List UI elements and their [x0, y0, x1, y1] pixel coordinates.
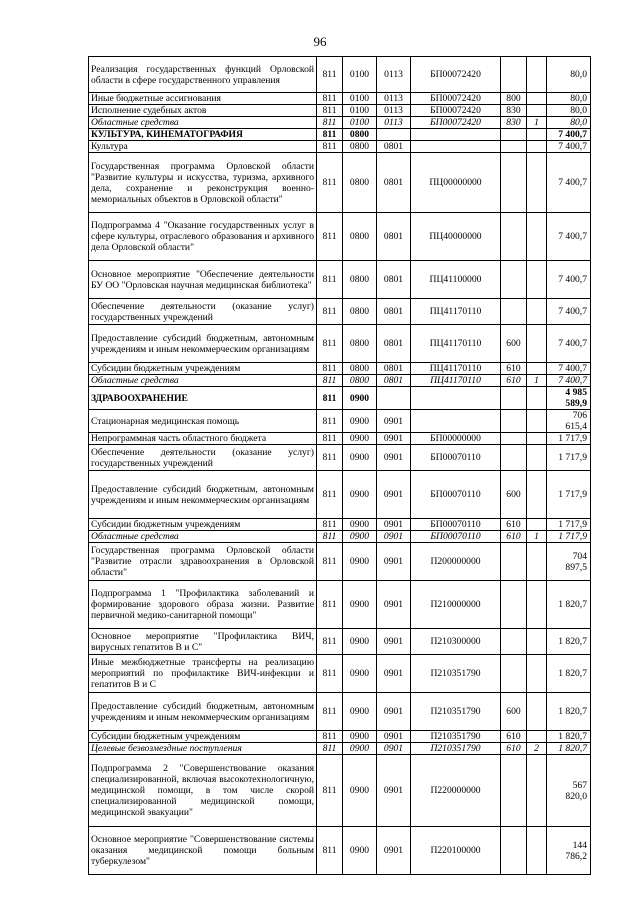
row-expense-type: [501, 57, 527, 93]
row-subsection: 0801: [377, 141, 411, 153]
row-name: Культура: [89, 141, 317, 153]
row-section: 0900: [343, 827, 377, 875]
row-section: 0800: [343, 325, 377, 363]
row-subsection: 0801: [377, 299, 411, 325]
table-row: [89, 153, 591, 213]
row-target-article: ПЦ41170110: [411, 375, 501, 387]
row-amount: 4 985 589,9: [547, 387, 591, 410]
table-row: [89, 519, 591, 531]
row-ved: 811: [317, 129, 343, 141]
row-ved: 811: [317, 261, 343, 299]
row-subsection: 0901: [377, 543, 411, 581]
row-expense-type: 830: [501, 105, 527, 117]
row-name: ЗДРАВООХРАНЕНИЕ: [89, 387, 317, 410]
row-target-article: ПЦ00000000: [411, 153, 501, 213]
row-section: 0900: [343, 543, 377, 581]
row-section: 0100: [343, 57, 377, 93]
row-amount: 7 400,7: [547, 129, 591, 141]
row-expense-type: [501, 755, 527, 827]
row-amount: 7 400,7: [547, 261, 591, 299]
row-section: 0800: [343, 363, 377, 375]
row-source: [527, 213, 547, 261]
row-subsection: 0113: [377, 57, 411, 93]
row-expense-type: [501, 433, 527, 445]
row-amount: 1 717,9: [547, 445, 591, 471]
row-expense-type: [501, 213, 527, 261]
row-section: 0800: [343, 261, 377, 299]
row-subsection: 0113: [377, 93, 411, 105]
row-section: 0900: [343, 693, 377, 731]
row-name: Предоставление субсидий бюджетным, автономным учреждениям и иным некоммерческим организациям: [89, 325, 317, 363]
table-row: [89, 581, 591, 629]
table-row: [89, 629, 591, 655]
row-source: 1: [527, 117, 547, 129]
row-name: Подпрограмма 1 "Профилактика заболеваний и формирование здорового образа жизни. Развитие первичной медико-санитарной помощи": [89, 581, 317, 629]
row-amount: 7 400,7: [547, 141, 591, 153]
row-ved: 811: [317, 629, 343, 655]
row-ved: 811: [317, 387, 343, 410]
row-target-article: П210351790: [411, 731, 501, 743]
row-ved: 811: [317, 731, 343, 743]
row-section: 0100: [343, 117, 377, 129]
table-row: [89, 363, 591, 375]
row-section: 0900: [343, 581, 377, 629]
row-ved: 811: [317, 519, 343, 531]
table-row: [89, 693, 591, 731]
row-amount: 144 786,2: [547, 827, 591, 875]
row-name: Основное мероприятие "Обеспечение деятельности БУ ОО "Орловская научная медицинская библиотека": [89, 261, 317, 299]
row-expense-type: 610: [501, 519, 527, 531]
row-target-article: БП00072420: [411, 117, 501, 129]
row-amount: 1 717,9: [547, 433, 591, 445]
row-source: [527, 827, 547, 875]
row-target-article: П210000000: [411, 581, 501, 629]
row-section: 0900: [343, 655, 377, 693]
row-amount: 80,0: [547, 105, 591, 117]
row-expense-type: [501, 655, 527, 693]
row-section: 0900: [343, 471, 377, 519]
row-target-article: БП00070110: [411, 519, 501, 531]
row-subsection: [377, 129, 411, 141]
row-expense-type: [501, 129, 527, 141]
row-source: [527, 655, 547, 693]
row-amount: 1 820,7: [547, 629, 591, 655]
row-source: [527, 363, 547, 375]
row-ved: 811: [317, 410, 343, 433]
table-row: [89, 375, 591, 387]
row-subsection: [377, 387, 411, 410]
table-row: [89, 57, 591, 93]
row-name: Иные межбюджетные трансферты на реализацию мероприятий по профилактике ВИЧ-инфекции и гепатитов В и С: [89, 655, 317, 693]
row-source: [527, 731, 547, 743]
row-subsection: 0901: [377, 519, 411, 531]
row-expense-type: [501, 410, 527, 433]
row-target-article: П200000000: [411, 543, 501, 581]
row-expense-type: 830: [501, 117, 527, 129]
row-name: Реализация государственных функций Орловской области в сфере государственного управления: [89, 57, 317, 93]
row-source: [527, 543, 547, 581]
row-name: Подпрограмма 4 "Оказание государственных услуг в сфере культуры, отраслевого образования и архивного дела Орловской области": [89, 213, 317, 261]
row-ved: 811: [317, 105, 343, 117]
row-section: 0900: [343, 755, 377, 827]
row-source: 1: [527, 375, 547, 387]
row-subsection: 0901: [377, 693, 411, 731]
row-name: КУЛЬТУРА, КИНЕМАТОГРАФИЯ: [89, 129, 317, 141]
row-target-article: ПЦ41100000: [411, 261, 501, 299]
row-expense-type: [501, 141, 527, 153]
row-expense-type: 600: [501, 471, 527, 519]
row-name: Субсидии бюджетным учреждениям: [89, 363, 317, 375]
row-source: [527, 629, 547, 655]
row-target-article: ПЦ41170110: [411, 363, 501, 375]
row-expense-type: [501, 827, 527, 875]
row-expense-type: 610: [501, 531, 527, 543]
row-source: [527, 57, 547, 93]
row-amount: 1 820,7: [547, 693, 591, 731]
row-amount: 7 400,7: [547, 363, 591, 375]
row-source: [527, 105, 547, 117]
table-row: [89, 471, 591, 519]
row-name: Основное мероприятие "Профилактика ВИЧ, вирусных гепатитов В и С": [89, 629, 317, 655]
row-subsection: 0901: [377, 471, 411, 519]
table-row: [89, 410, 591, 433]
row-target-article: БП00070110: [411, 445, 501, 471]
row-amount: 7 400,7: [547, 213, 591, 261]
row-source: [527, 129, 547, 141]
row-source: [527, 299, 547, 325]
row-ved: 811: [317, 299, 343, 325]
row-expense-type: [501, 543, 527, 581]
row-target-article: П210351790: [411, 655, 501, 693]
row-amount: 567 820,0: [547, 755, 591, 827]
row-subsection: 0901: [377, 531, 411, 543]
row-subsection: 0901: [377, 731, 411, 743]
row-source: 2: [527, 743, 547, 755]
row-amount: 1 820,7: [547, 743, 591, 755]
table-row: [89, 261, 591, 299]
row-source: [527, 93, 547, 105]
table-row: [89, 531, 591, 543]
row-target-article: [411, 387, 501, 410]
table-row: [89, 387, 591, 410]
row-amount: 1 717,9: [547, 471, 591, 519]
table-row: [89, 445, 591, 471]
row-target-article: [411, 410, 501, 433]
row-section: 0800: [343, 213, 377, 261]
row-section: 0100: [343, 105, 377, 117]
row-section: 0800: [343, 129, 377, 141]
row-expense-type: 600: [501, 325, 527, 363]
row-section: 0800: [343, 375, 377, 387]
row-amount: 704 897,5: [547, 543, 591, 581]
row-amount: 80,0: [547, 93, 591, 105]
row-ved: 811: [317, 363, 343, 375]
row-source: [527, 141, 547, 153]
row-subsection: 0901: [377, 629, 411, 655]
page-number: 96: [313, 34, 327, 49]
row-source: [527, 387, 547, 410]
row-subsection: 0901: [377, 743, 411, 755]
row-target-article: [411, 141, 501, 153]
row-target-article: П210300000: [411, 629, 501, 655]
row-expense-type: [501, 261, 527, 299]
row-name: Государственная программа Орловской области "Развитие культуры и искусства, туризма, архивного дела, сохранение и реконструкция военно-мемориальных объектов в Орловской области": [89, 153, 317, 213]
table-row: [89, 325, 591, 363]
row-section: 0900: [343, 519, 377, 531]
table-row: [89, 129, 591, 141]
row-amount: 1 717,9: [547, 519, 591, 531]
row-name: Областные средства: [89, 117, 317, 129]
row-target-article: БП00072420: [411, 93, 501, 105]
row-ved: 811: [317, 325, 343, 363]
row-subsection: 0801: [377, 153, 411, 213]
row-ved: 811: [317, 445, 343, 471]
row-source: [527, 261, 547, 299]
row-subsection: 0901: [377, 410, 411, 433]
row-section: 0900: [343, 731, 377, 743]
row-section: 0800: [343, 299, 377, 325]
row-name: Обеспечение деятельности (оказание услуг) государственных учреждений: [89, 445, 317, 471]
row-expense-type: [501, 581, 527, 629]
row-section: 0900: [343, 743, 377, 755]
row-ved: 811: [317, 117, 343, 129]
row-expense-type: 610: [501, 743, 527, 755]
table-row: [89, 543, 591, 581]
row-ved: 811: [317, 827, 343, 875]
row-name: Субсидии бюджетным учреждениям: [89, 731, 317, 743]
table-row: [89, 743, 591, 755]
row-subsection: 0801: [377, 363, 411, 375]
row-name: Непрограммная часть областного бюджета: [89, 433, 317, 445]
budget-table-body: [89, 57, 591, 875]
row-subsection: 0801: [377, 375, 411, 387]
table-row: [89, 141, 591, 153]
row-subsection: 0901: [377, 827, 411, 875]
row-amount: 80,0: [547, 117, 591, 129]
row-expense-type: [501, 387, 527, 410]
row-section: 0800: [343, 141, 377, 153]
row-expense-type: [501, 153, 527, 213]
row-name: Областные средства: [89, 375, 317, 387]
row-name: Обеспечение деятельности (оказание услуг) государственных учреждений: [89, 299, 317, 325]
row-target-article: ПЦ41170110: [411, 325, 501, 363]
row-ved: 811: [317, 433, 343, 445]
row-ved: 811: [317, 93, 343, 105]
row-subsection: 0901: [377, 655, 411, 693]
row-name: Предоставление субсидий бюджетным, автономным учреждениям и иным некоммерческим организациям: [89, 693, 317, 731]
row-ved: 811: [317, 693, 343, 731]
row-ved: 811: [317, 375, 343, 387]
row-target-article: П210351790: [411, 743, 501, 755]
row-expense-type: [501, 445, 527, 471]
table-row: [89, 93, 591, 105]
row-section: 0900: [343, 531, 377, 543]
row-section: 0900: [343, 387, 377, 410]
row-ved: 811: [317, 153, 343, 213]
row-ved: 811: [317, 531, 343, 543]
row-amount: 706 615,4: [547, 410, 591, 433]
row-subsection: 0901: [377, 433, 411, 445]
row-subsection: 0113: [377, 105, 411, 117]
row-ved: 811: [317, 141, 343, 153]
table-row: [89, 105, 591, 117]
row-target-article: П220100000: [411, 827, 501, 875]
row-subsection: 0801: [377, 325, 411, 363]
row-ved: 811: [317, 743, 343, 755]
table-row: [89, 731, 591, 743]
row-subsection: 0901: [377, 445, 411, 471]
row-expense-type: [501, 629, 527, 655]
row-source: [527, 433, 547, 445]
row-amount: 7 400,7: [547, 325, 591, 363]
row-target-article: [411, 129, 501, 141]
row-expense-type: 600: [501, 693, 527, 731]
row-subsection: 0801: [377, 213, 411, 261]
row-amount: 1 820,7: [547, 581, 591, 629]
row-section: 0900: [343, 629, 377, 655]
row-name: Исполнение судебных актов: [89, 105, 317, 117]
row-name: Иные бюджетные ассигнования: [89, 93, 317, 105]
row-amount: 80,0: [547, 57, 591, 93]
row-target-article: ПЦ41170110: [411, 299, 501, 325]
row-ved: 811: [317, 213, 343, 261]
row-name: Областные средства: [89, 531, 317, 543]
row-name: Субсидии бюджетным учреждениям: [89, 519, 317, 531]
row-subsection: 0113: [377, 117, 411, 129]
row-target-article: П210351790: [411, 693, 501, 731]
row-source: [527, 519, 547, 531]
row-name: Государственная программа Орловской области "Развитие отрасли здравоохранения в Орловской области": [89, 543, 317, 581]
table-row: [89, 299, 591, 325]
row-source: [527, 153, 547, 213]
row-source: [527, 410, 547, 433]
row-target-article: П220000000: [411, 755, 501, 827]
table-row: [89, 827, 591, 875]
row-amount: 1 820,7: [547, 655, 591, 693]
row-target-article: БП00000000: [411, 433, 501, 445]
row-section: 0900: [343, 433, 377, 445]
row-expense-type: [501, 299, 527, 325]
table-row: [89, 433, 591, 445]
row-expense-type: 610: [501, 375, 527, 387]
row-name: Целевые безвозмездные поступления: [89, 743, 317, 755]
budget-table: [88, 56, 591, 875]
row-section: 0800: [343, 153, 377, 213]
row-name: Основное мероприятие "Совершенствование системы оказания медицинской помощи больным туберкулезом": [89, 827, 317, 875]
row-section: 0100: [343, 93, 377, 105]
table-row: [89, 213, 591, 261]
row-target-article: БП00072420: [411, 57, 501, 93]
row-name: Предоставление субсидий бюджетным, автономным учреждениям и иным некоммерческим организациям: [89, 471, 317, 519]
table-row: [89, 117, 591, 129]
row-amount: 7 400,7: [547, 375, 591, 387]
row-target-article: ПЦ40000000: [411, 213, 501, 261]
table-row: [89, 755, 591, 827]
row-amount: 1 820,7: [547, 731, 591, 743]
row-target-article: БП00072420: [411, 105, 501, 117]
row-amount: 7 400,7: [547, 299, 591, 325]
table-row: [89, 655, 591, 693]
row-source: [527, 471, 547, 519]
row-ved: 811: [317, 543, 343, 581]
row-amount: 1 717,9: [547, 531, 591, 543]
row-name: Стационарная медицинская помощь: [89, 410, 317, 433]
row-subsection: 0801: [377, 261, 411, 299]
row-source: [527, 325, 547, 363]
row-expense-type: 800: [501, 93, 527, 105]
row-ved: 811: [317, 755, 343, 827]
row-expense-type: 610: [501, 363, 527, 375]
row-ved: 811: [317, 655, 343, 693]
row-source: [527, 581, 547, 629]
row-source: [527, 755, 547, 827]
row-section: 0900: [343, 410, 377, 433]
row-expense-type: 610: [501, 731, 527, 743]
row-name: Подпрограмма 2 "Совершенствование оказания специализированной, включая высокотехнологичную, медицинской помощи, в том числе скорой специализированной медицинской помощи, медицинской эвакуации": [89, 755, 317, 827]
row-target-article: БП00070110: [411, 471, 501, 519]
row-section: 0900: [343, 445, 377, 471]
row-subsection: 0901: [377, 755, 411, 827]
row-ved: 811: [317, 471, 343, 519]
row-ved: 811: [317, 581, 343, 629]
row-ved: 811: [317, 57, 343, 93]
row-source: [527, 693, 547, 731]
row-source: [527, 445, 547, 471]
row-subsection: 0901: [377, 581, 411, 629]
row-amount: 7 400,7: [547, 153, 591, 213]
row-target-article: БП00070110: [411, 531, 501, 543]
row-source: 1: [527, 531, 547, 543]
